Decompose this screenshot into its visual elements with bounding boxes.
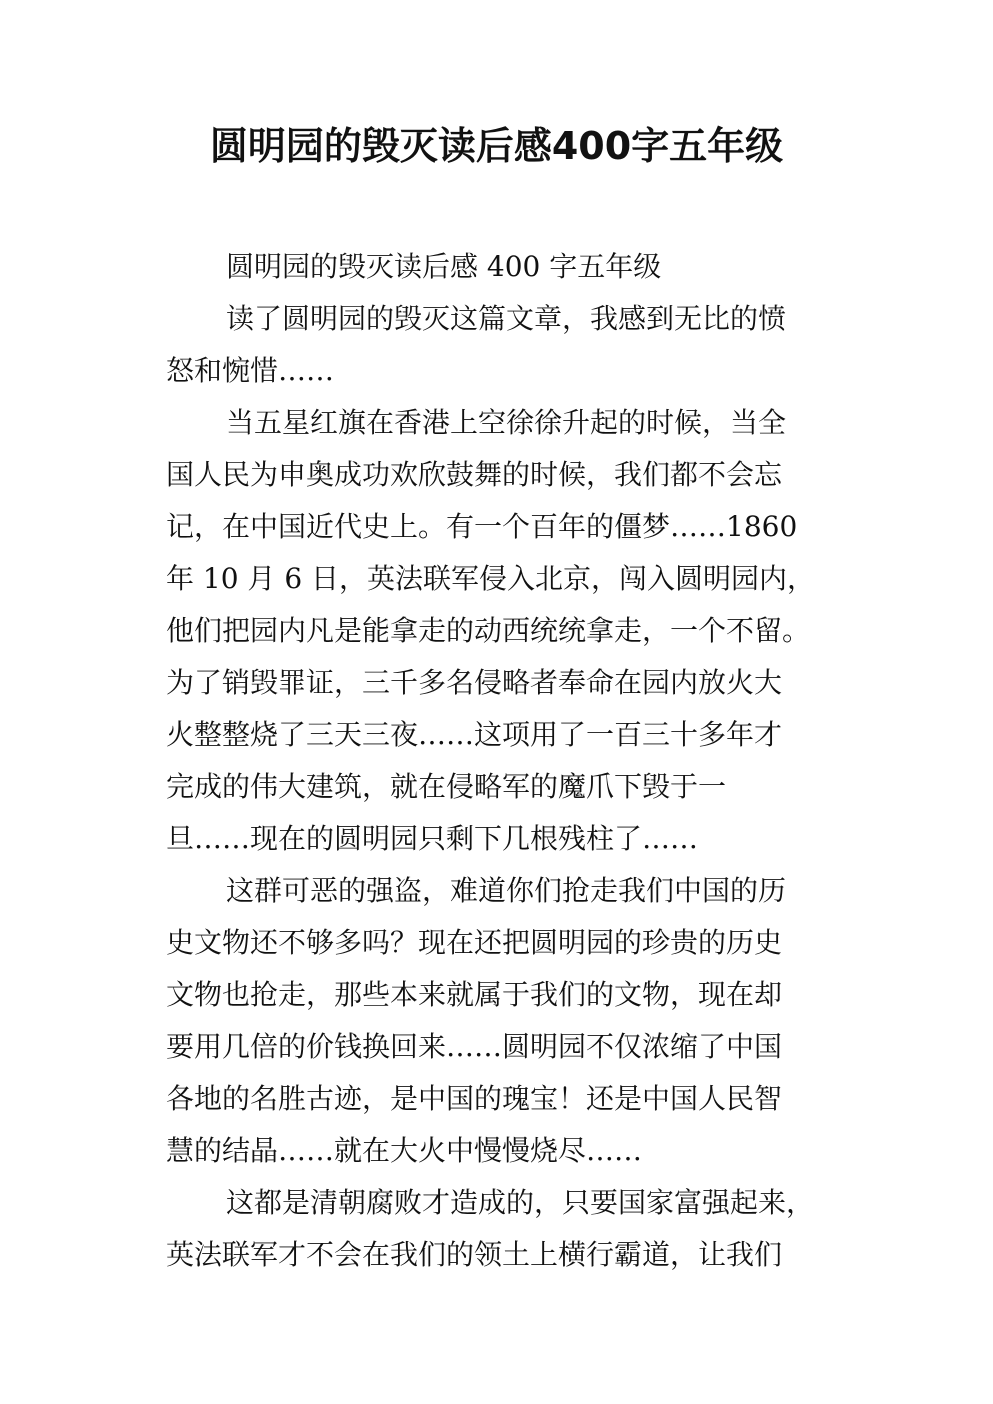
body-line: 这群可恶的强盗，难道你们抢走我们中国的历 bbox=[226, 874, 787, 907]
body-line: 记，在中国近代史上。有一个百年的僵梦……1860 bbox=[166, 510, 798, 543]
body-line: 怒和惋惜…… bbox=[166, 354, 335, 387]
document-body bbox=[166, 241, 831, 1281]
body-line: 为了销毁罪证，三千多名侵略者奉命在园内放火大 bbox=[166, 666, 783, 699]
body-line: 火整整烧了三天三夜……这项用了一百三十多年才 bbox=[166, 718, 783, 751]
body-line: 圆明园的毁灭读后感 400 字五年级 bbox=[226, 250, 662, 283]
page-title: 圆明园的毁灭读后感400字五年级 bbox=[209, 124, 784, 168]
body-line: 读了圆明园的毁灭这篇文章，我感到无比的愤 bbox=[226, 302, 787, 335]
body-line: 他们把园内凡是能拿走的动西统统拿走，一个不留。 bbox=[166, 614, 811, 647]
body-line: 国人民为申奥成功欢欣鼓舞的时候，我们都不会忘 bbox=[166, 458, 783, 491]
body-line: 这都是清朝腐败才造成的，只要国家富强起来， bbox=[226, 1186, 815, 1219]
body-line: 史文物还不够多吗？现在还把圆明园的珍贵的历史 bbox=[166, 926, 783, 959]
body-line: 年 10 月 6 日，英法联军侵入北京，闯入圆明园内， bbox=[166, 562, 816, 595]
body-line: 旦……现在的圆明园只剩下几根残柱了…… bbox=[166, 822, 699, 855]
body-line: 慧的结晶……就在大火中慢慢烧尽…… bbox=[166, 1134, 643, 1167]
body-line: 完成的伟大建筑，就在侵略军的魔爪下毁于一 bbox=[166, 770, 727, 803]
body-line: 文物也抢走，那些本来就属于我们的文物，现在却 bbox=[166, 978, 783, 1011]
body-line: 要用几倍的价钱换回来……圆明园不仅浓缩了中国 bbox=[166, 1030, 783, 1063]
body-line: 各地的名胜古迹，是中国的瑰宝！还是中国人民智 bbox=[166, 1082, 783, 1115]
body-line: 英法联军才不会在我们的领土上横行霸道，让我们 bbox=[166, 1238, 783, 1271]
body-line: 当五星红旗在香港上空徐徐升起的时候，当全 bbox=[226, 406, 787, 439]
